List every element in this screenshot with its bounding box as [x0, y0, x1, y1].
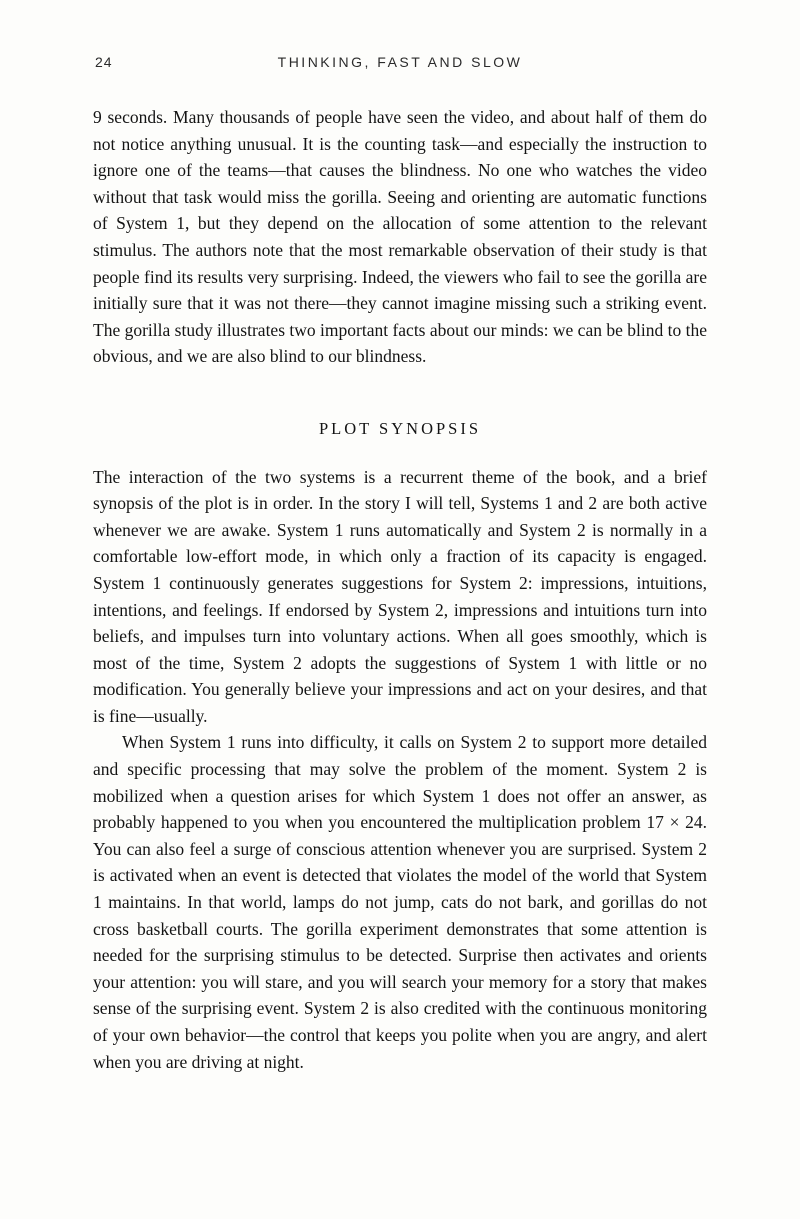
- page-header: [93, 54, 707, 72]
- section-heading: PLOT SYNOPSIS: [318, 418, 482, 438]
- paragraph-3: When System 1 runs into difficulty, it calls on System 2 to support more detailed and specific processing that may solve the problem of the moment. System 2 is mobilized when a question arises for which System 1 does not offer an answer, as probably happened to you when you encountered the multiplication problem 17 × 24. You can also feel a surge of conscious attention whenever you are surprised. System 2 is activated when an event is detected that violates the model of the world that System 1 maintains. In that world, lamps do not jump, cats do not bark, and gorillas do not cross basketball courts. The gorilla experiment demonstrates that some attention is needed for the surprising stimulus to be detected. Surprise then activates and orients your attention: you will stare, and you will search your memory for a story that makes sense of the surprising event. System 2 is also credited with the continuous monitoring of your own behavior—the control that keeps you polite when you are angry, and alert when you are driving at night.: [93, 732, 707, 1072]
- paragraph-2: The interaction of the two systems is a recurrent theme of the book, and a brief synopsis of the plot is in order. In the story I will tell, Systems 1 and 2 are both active whenever we are awake. System 1 runs automatically and System 2 is normally in a comfortable low-effort mode, in which only a fraction of its capacity is engaged. System 1 continuously generates suggestions for System 2: impressions, intuitions, intentions, and feelings. If endorsed by System 2, impressions and intuitions turn into beliefs, and impulses turn into voluntary actions. When all goes smoothly, which is most of the time, System 2 adopts the suggestions of System 1 with little or no modification. You generally believe your impressions and act on your desires, and that is fine—usually.: [93, 466, 707, 726]
- body-text: [93, 104, 707, 1075]
- running-header: THINKING, FAST AND SLOW: [277, 54, 523, 70]
- paragraph-1: 9 seconds. Many thousands of people have seen the video, and about half of them do not notice anything unusual. It is the counting task—and especially the instruction to ignore one of the teams—that causes the blindness. No one who watches the video without that task would miss the gorilla. Seeing and orienting are automatic functions of System 1, but they depend on the allocation of some attention to the relevant stimulus. The authors note that the most remarkable observation of their study is that people find its results very surprising. Indeed, the viewers who fail to see the gorilla are initially sure that it was not there—they cannot imagine missing such a striking event. The gorilla study illustrates two important facts about our minds: we can be blind to the obvious, and we are also blind to our blindness.: [93, 107, 707, 367]
- page-number: 24: [95, 54, 113, 70]
